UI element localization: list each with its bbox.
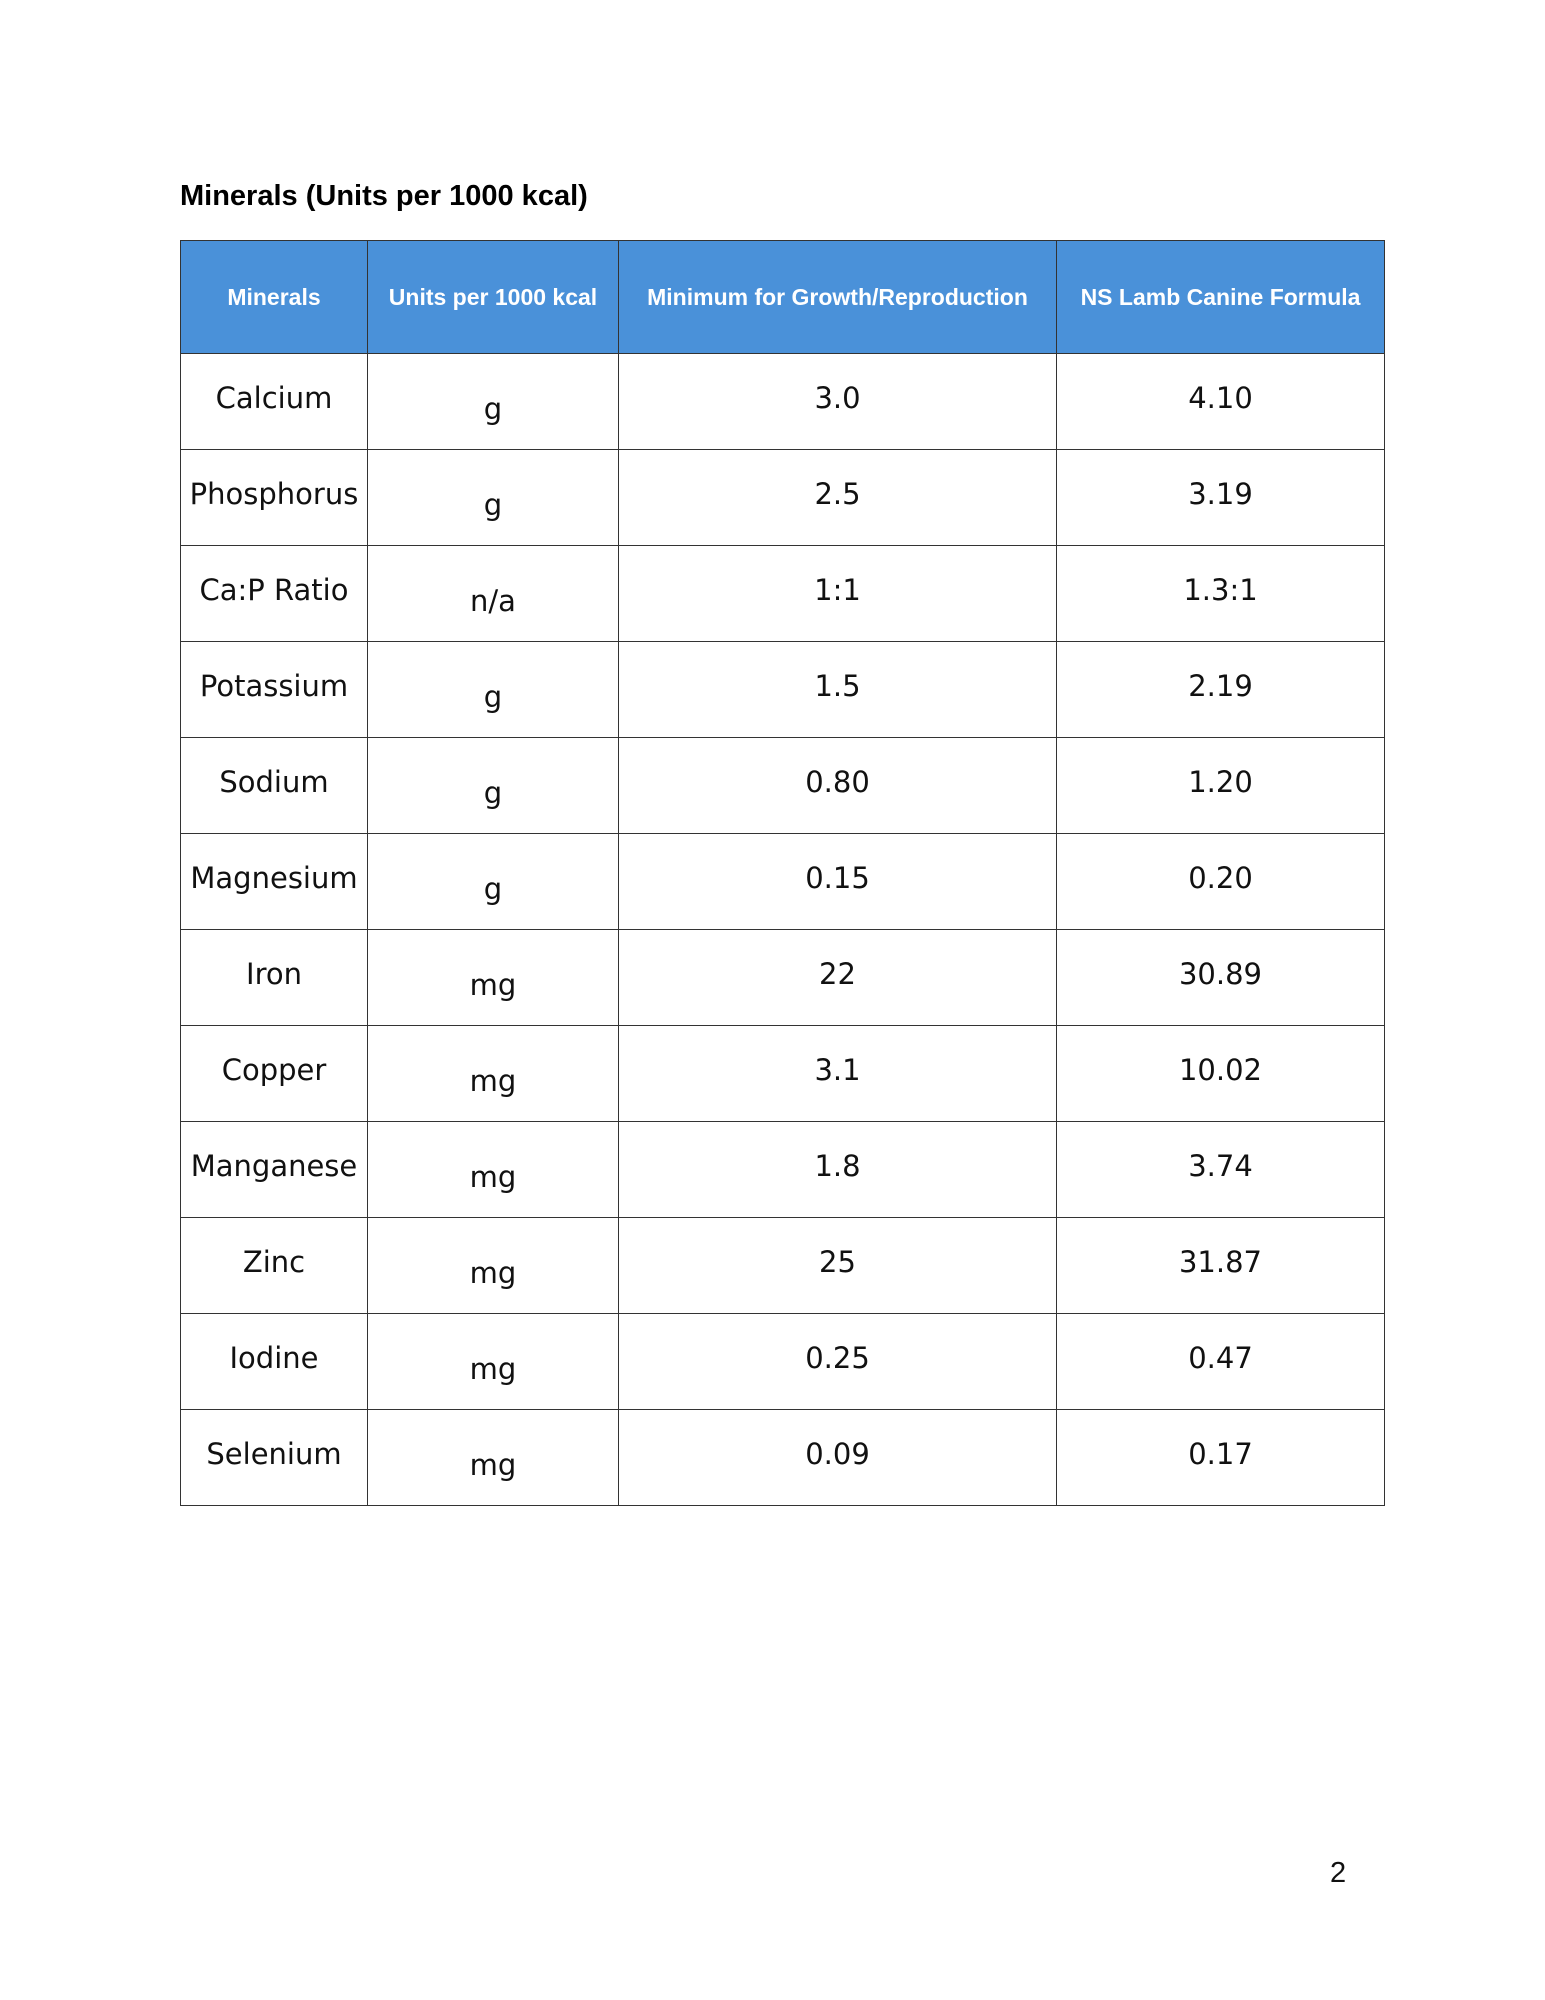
- formula-value: 1.3:1: [1057, 546, 1385, 642]
- mineral-name: Phosphorus: [181, 450, 368, 546]
- mineral-unit: mg: [368, 930, 619, 1026]
- mineral-name: Potassium: [181, 642, 368, 738]
- header-minimum: Minimum for Growth/Reproduction: [619, 241, 1057, 354]
- minimum-value: 1.8: [619, 1122, 1057, 1218]
- minimum-value: 3.0: [619, 354, 1057, 450]
- formula-value: 4.10: [1057, 354, 1385, 450]
- minimum-value: 1.5: [619, 642, 1057, 738]
- table-row: [181, 738, 1385, 834]
- mineral-name: Calcium: [181, 354, 368, 450]
- minerals-table: [180, 240, 1385, 1506]
- table-row: [181, 930, 1385, 1026]
- mineral-name: Magnesium: [181, 834, 368, 930]
- mineral-unit: g: [368, 834, 619, 930]
- mineral-name: Selenium: [181, 1410, 368, 1506]
- mineral-unit: g: [368, 450, 619, 546]
- mineral-unit: mg: [368, 1026, 619, 1122]
- minimum-value: 22: [619, 930, 1057, 1026]
- table-row: [181, 546, 1385, 642]
- formula-value: 31.87: [1057, 1218, 1385, 1314]
- page-title: Minerals (Units per 1000 kcal): [180, 180, 588, 212]
- table-row: [181, 450, 1385, 546]
- table-row: [181, 1218, 1385, 1314]
- mineral-unit: n/a: [368, 546, 619, 642]
- minimum-value: 0.09: [619, 1410, 1057, 1506]
- mineral-unit: g: [368, 738, 619, 834]
- mineral-unit: g: [368, 642, 619, 738]
- mineral-name: Zinc: [181, 1218, 368, 1314]
- mineral-name: Copper: [181, 1026, 368, 1122]
- table-row: [181, 1314, 1385, 1410]
- table-row: [181, 834, 1385, 930]
- mineral-unit: mg: [368, 1122, 619, 1218]
- minimum-value: 3.1: [619, 1026, 1057, 1122]
- formula-value: 10.02: [1057, 1026, 1385, 1122]
- formula-value: 0.17: [1057, 1410, 1385, 1506]
- formula-value: 3.19: [1057, 450, 1385, 546]
- formula-value: 1.20: [1057, 738, 1385, 834]
- mineral-name: Iodine: [181, 1314, 368, 1410]
- mineral-name: Sodium: [181, 738, 368, 834]
- formula-value: 3.74: [1057, 1122, 1385, 1218]
- mineral-name: Ca:P Ratio: [181, 546, 368, 642]
- formula-value: 0.20: [1057, 834, 1385, 930]
- mineral-name: Manganese: [181, 1122, 368, 1218]
- table-row: [181, 1122, 1385, 1218]
- mineral-name: Iron: [181, 930, 368, 1026]
- mineral-unit: mg: [368, 1218, 619, 1314]
- table-header-row: [181, 241, 1385, 354]
- table-row: [181, 1026, 1385, 1122]
- table-row: [181, 354, 1385, 450]
- header-minerals: Minerals: [181, 241, 368, 354]
- minimum-value: 2.5: [619, 450, 1057, 546]
- header-formula: NS Lamb Canine Formula: [1057, 241, 1385, 354]
- table-row: [181, 1410, 1385, 1506]
- minimum-value: 0.15: [619, 834, 1057, 930]
- minimum-value: 1:1: [619, 546, 1057, 642]
- table-row: [181, 642, 1385, 738]
- minimum-value: 0.25: [619, 1314, 1057, 1410]
- page-number: 2: [1330, 1857, 1347, 1889]
- minimum-value: 25: [619, 1218, 1057, 1314]
- mineral-unit: mg: [368, 1314, 619, 1410]
- formula-value: 0.47: [1057, 1314, 1385, 1410]
- header-units: Units per 1000 kcal: [368, 241, 619, 354]
- mineral-unit: g: [368, 354, 619, 450]
- minimum-value: 0.80: [619, 738, 1057, 834]
- formula-value: 2.19: [1057, 642, 1385, 738]
- mineral-unit: mg: [368, 1410, 619, 1506]
- formula-value: 30.89: [1057, 930, 1385, 1026]
